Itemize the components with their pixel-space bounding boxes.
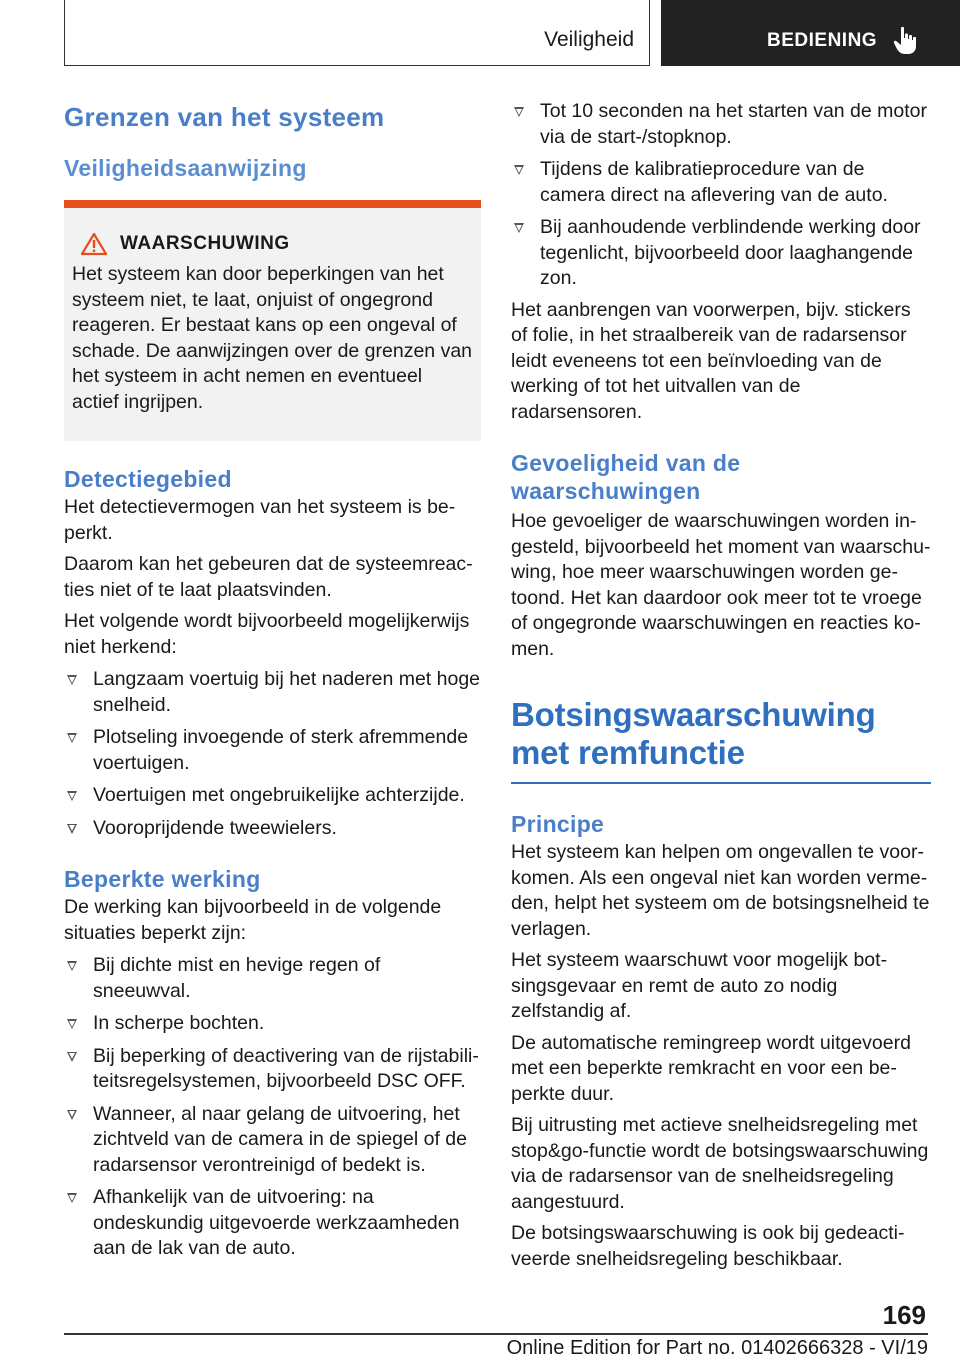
list-item: Tijdens de kalibratieprocedure van de camera direct na aflevering van de auto. [511,157,931,208]
section-title: Grenzen van het systeem [64,102,385,132]
limited-heading: Beperkte werking [64,866,261,892]
warning-text: Het systeem kan door beperkingen van het systeem niet, te laat, onjuist of ongegrond reageren. Er bestaat kans op een ongeval of schade. De aanwijzingen over de grenzen van het systeem in acht nemen en eventueel actief ingrijpen. [72,263,473,413]
principle-heading: Principe [511,811,605,837]
triangle-bullet-icon [67,961,77,971]
warning-title: WAARSCHUWING [120,233,290,254]
list-item: Langzaam voertuig bij het naderen met hoge snelheid. [64,667,481,718]
principle-paragraph-2: Het systeem waarschuwt voor mogelijk botsingsgevaar en remt de auto zo nodig zelfstandig af. [511,949,888,1022]
principle-paragraph-4: Bij uitrusting met actieve snelheidsregeling met stop&go-functie wordt de botsingswaarschuwing via de radarsensor van de snelheidsregeling aangestuurd. [511,1114,929,1213]
warning-box [64,200,481,441]
heading-divider [511,782,931,784]
detection-list [64,667,481,841]
header-chapter-tab [661,0,960,66]
limited-list-continued [511,99,931,292]
triangle-bullet-icon [514,223,524,233]
list-item: In scherpe bochten. [64,1011,481,1037]
detection-heading: Detectiegebied [64,466,232,492]
limited-list [64,953,481,1262]
triangle-bullet-icon [67,1110,77,1120]
list-item: Plotseling invoegende of sterk afremmende voertuigen. [64,725,481,776]
sensitivity-paragraph: Hoe gevoeliger de waarschuwingen worden ingesteld, bijvoorbeeld het moment van waarschuwing, hoe meer waarschuwingen worden getoond. Het kan daardoor ook meer tot te vroege of ongegronde waarschuwingen en reacties komen. [511,510,931,660]
radar-paragraph: Het aanbrengen van voorwerpen, bijv. stickers of folie, in het straalbereik van de radarsensor leidt eveneens tot een beïnvloeding van de werking of tot het uitvallen van de radarsensoren. [511,298,911,423]
edition-label: Online Edition for Part no. 01402666328 - VI/19 [506,1337,928,1359]
list-item: Vooroprijdende tweewielers. [64,816,481,842]
collision-heading: Botsingswaarschuwing met remfunctie [511,696,876,771]
triangle-bullet-icon [67,1193,77,1203]
triangle-bullet-icon [67,824,77,834]
page-number: 169 [882,1300,926,1330]
triangle-bullet-icon [67,1052,77,1062]
detection-paragraph-2: Daarom kan het gebeuren dat de systeemreacties niet of te laat plaatsvinden. [64,553,473,601]
sensitivity-heading: Gevoeligheid van de waarschuwingen [511,450,741,504]
left-column [64,100,481,1262]
list-item: Tot 10 seconden na het starten van de motor via de start-/stopknop. [511,99,931,150]
list-item: Bij beperking of deactivering van de rijstabiliteitsregelsystemen, bijvoorbeeld DSC OFF. [64,1044,481,1095]
list-item: Afhankelijk van de uitvoering: na ondeskundig uitgevoerde werkzaamheden aan de lak van de auto. [64,1185,481,1262]
footer-divider [64,1333,928,1335]
principle-paragraph-3: De automatische remingreep wordt uitgevoerd met een beperkte remkracht en voor een beperkte duur. [511,1031,911,1105]
hand-pointer-icon [893,26,917,56]
detection-paragraph-1: Het detectievermogen van het systeem is beperkt. [64,496,456,544]
safety-heading: Veiligheidsaanwijzing [64,155,307,181]
list-item: Bij dichte mist en hevige regen of sneeuwval. [64,953,481,1004]
triangle-bullet-icon [67,791,77,801]
triangle-bullet-icon [67,675,77,685]
header-section-label: Veiligheid [544,28,634,51]
warning-triangle-icon [80,232,108,256]
triangle-bullet-icon [67,733,77,743]
limited-paragraph: De werking kan bijvoorbeeld in de volgende situaties beperkt zijn: [64,896,442,944]
detection-paragraph-3: Het volgende wordt bijvoorbeeld mogelijkerwijs niet herkend: [64,610,470,658]
header-chapter-label: BEDIENING [767,30,878,51]
principle-paragraph-5: De botsingswaarschuwing is ook bij gedeactiveerde snelheidsregeling beschikbaar. [511,1222,905,1270]
list-item: Bij aanhoudende verblindende werking door tegenlicht, bijvoorbeeld door laaghangende zon. [511,215,931,292]
list-item: Wanneer, al naar gelang de uitvoering, het zichtveld van de camera in de spiegel of de radarsensor verontreinigd of bedekt is. [64,1102,481,1179]
right-column [511,100,931,1272]
triangle-bullet-icon [514,107,524,117]
list-item: Voertuigen met ongebruikelijke achterzijde. [64,783,481,809]
triangle-bullet-icon [514,165,524,175]
principle-paragraph-1: Het systeem kan helpen om ongevallen te voorkomen. Als een ongeval niet kan worden vermeden, helpt het systeem om de botsingsnelheid te verlagen. [511,841,930,940]
triangle-bullet-icon [67,1019,77,1029]
